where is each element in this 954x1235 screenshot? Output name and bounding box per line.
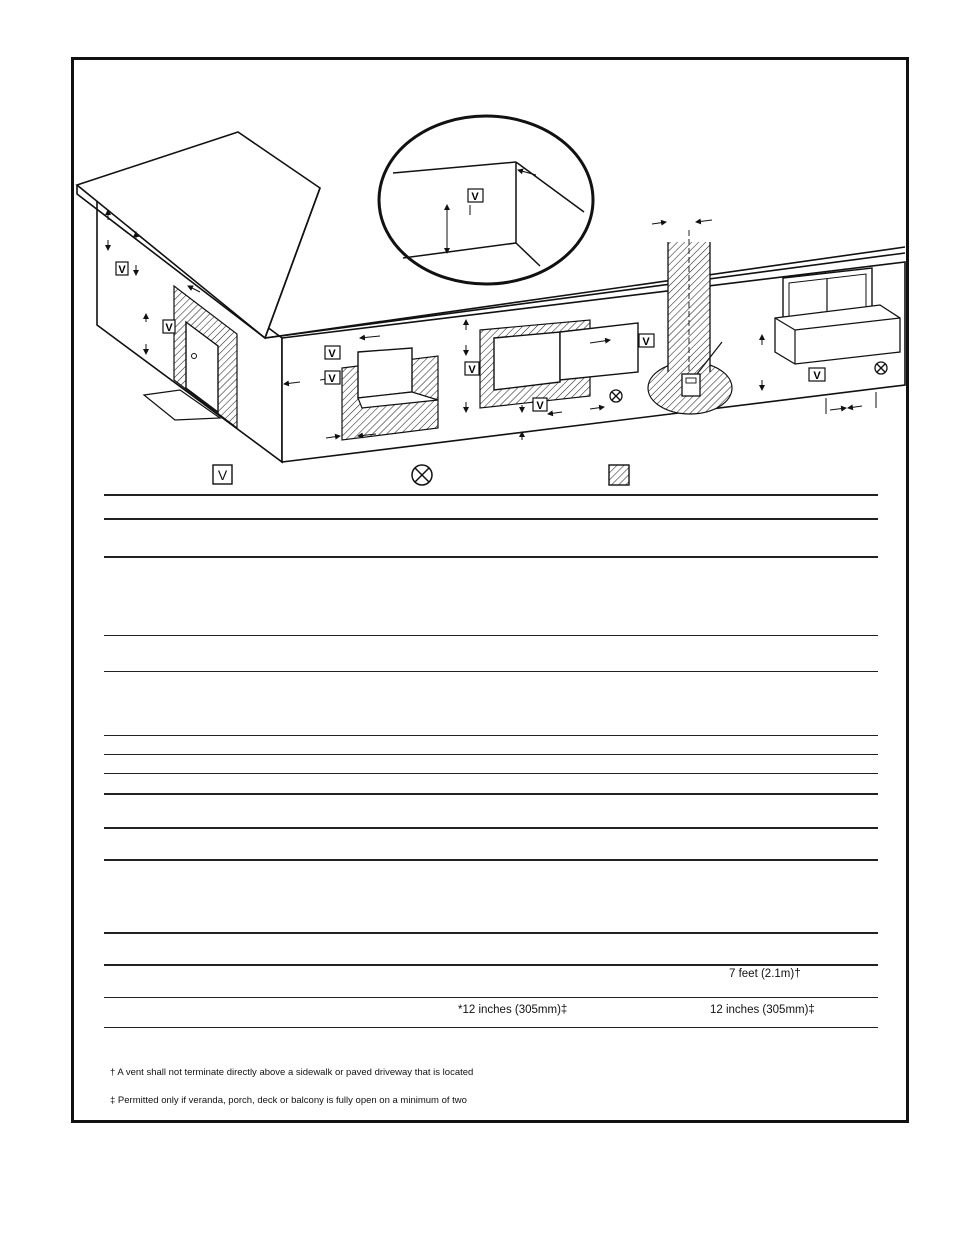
legend bbox=[213, 465, 629, 485]
vent-marker bbox=[533, 398, 547, 412]
footnote-double-dagger: ‡ Permitted only if veranda, porch, deck or balcony is fully open on a minimum of two bbox=[110, 1095, 467, 1106]
svg-text:V: V bbox=[468, 364, 476, 376]
vent-clearance-illustration bbox=[0, 0, 954, 490]
vent-marker bbox=[325, 371, 340, 385]
vent-marker bbox=[163, 320, 175, 334]
table-rule bbox=[104, 964, 878, 966]
footnote-dagger: † A vent shall not terminate directly above a sidewalk or paved driveway that is located bbox=[110, 1067, 474, 1078]
table-rule bbox=[104, 518, 878, 520]
table-rule bbox=[104, 827, 878, 829]
gas-meter bbox=[682, 374, 700, 396]
detail-callout bbox=[379, 116, 593, 284]
table-rule bbox=[104, 494, 878, 496]
table-rule bbox=[104, 859, 878, 861]
table-rule bbox=[104, 671, 878, 672]
table-rule bbox=[104, 735, 878, 736]
table-rule bbox=[104, 932, 878, 934]
vent-marker bbox=[325, 346, 340, 360]
svg-text:V: V bbox=[217, 467, 228, 483]
svg-text:V: V bbox=[328, 373, 336, 385]
svg-text:V: V bbox=[165, 322, 173, 334]
air-inlet-marker bbox=[610, 390, 622, 402]
vent-marker bbox=[468, 189, 483, 203]
svg-text:V: V bbox=[536, 400, 544, 412]
air-supply-inlet-icon bbox=[412, 465, 432, 485]
svg-text:V: V bbox=[118, 264, 126, 276]
table-rule bbox=[104, 556, 878, 558]
table-rule bbox=[104, 793, 878, 795]
vent-marker bbox=[465, 362, 479, 376]
vent-marker bbox=[639, 334, 654, 348]
table-cell-clearance-canada: *12 inches (305mm)‡ bbox=[458, 1004, 568, 1016]
svg-text:V: V bbox=[328, 348, 336, 360]
table-rule bbox=[104, 635, 878, 636]
svg-text:V: V bbox=[642, 336, 650, 348]
svg-text:V: V bbox=[471, 191, 479, 203]
vent-marker bbox=[809, 368, 825, 382]
table-rule bbox=[104, 997, 878, 998]
table-cell-clearance-us: 12 inches (305mm)‡ bbox=[710, 1004, 815, 1016]
table-rule bbox=[104, 754, 878, 755]
vent-marker bbox=[116, 262, 128, 276]
table-rule bbox=[104, 1027, 878, 1028]
svg-text:V: V bbox=[813, 370, 821, 382]
air-inlet-marker bbox=[875, 362, 887, 374]
table-rule bbox=[104, 773, 878, 774]
table-cell-clearance-us: 7 feet (2.1m)† bbox=[729, 968, 801, 980]
vent-terminal-icon bbox=[213, 465, 232, 484]
restricted-area-hatch-icon bbox=[609, 465, 629, 485]
